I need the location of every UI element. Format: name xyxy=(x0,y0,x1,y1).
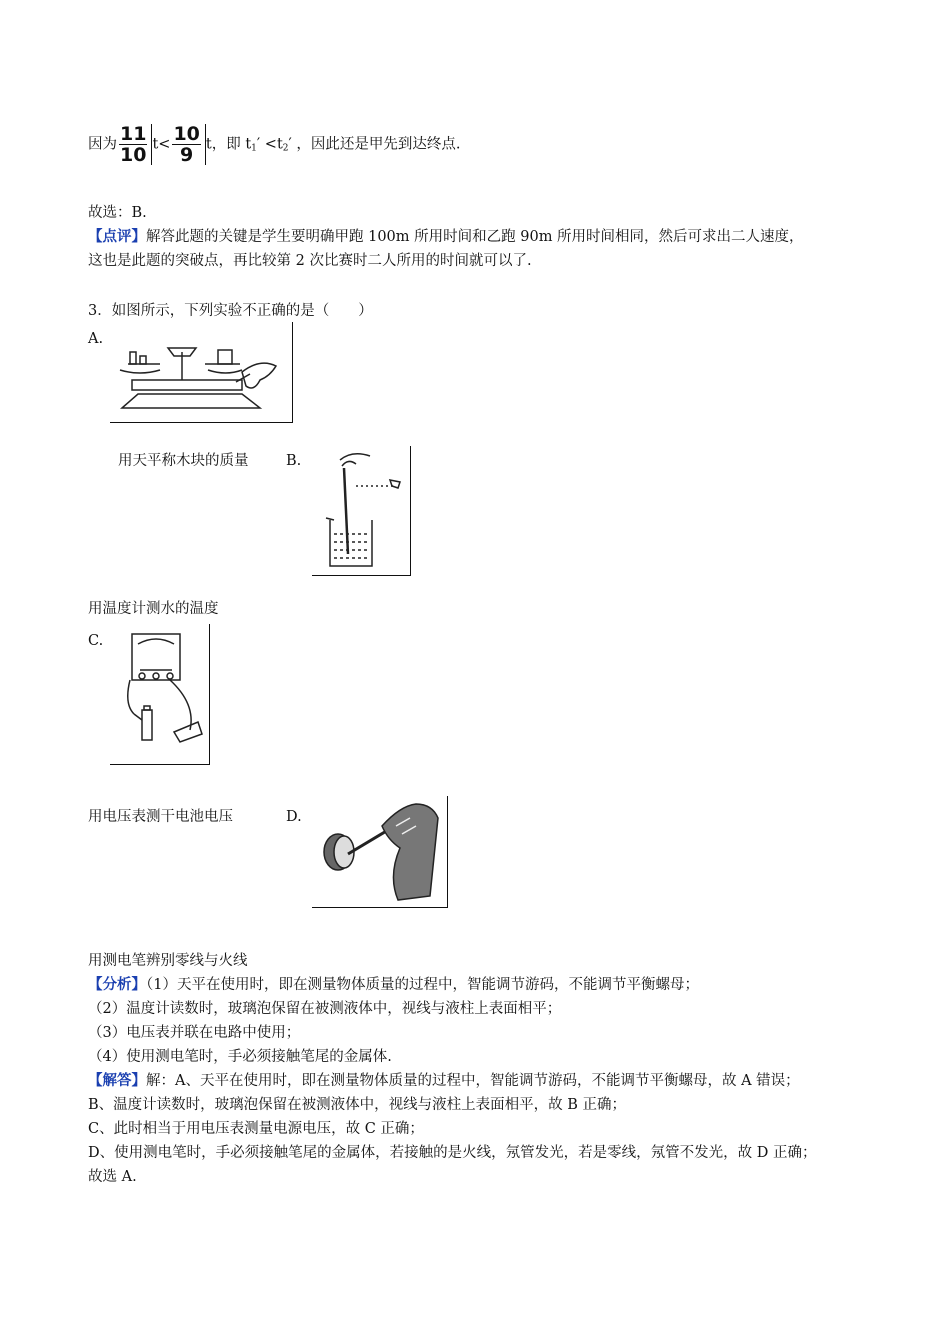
comment-line-2: 这也是此题的突破点，再比较第 2 次比赛时二人所用的时间就可以了. xyxy=(88,253,532,269)
analysis-line-4: （4）使用测电笔时，手必须接触笔尾的金属体. xyxy=(88,1049,392,1065)
option-a-label: A. xyxy=(88,331,104,347)
figure-test-pen xyxy=(312,796,448,908)
option-d-label: D. xyxy=(286,809,302,825)
answer-line-5: 故选 A. xyxy=(88,1169,137,1185)
answer-line-3: C、此时相当于用电压表测量电源电压，故 C 正确； xyxy=(88,1121,424,1137)
option-b-caption: 用温度计测水的温度 xyxy=(88,601,219,617)
answer-line-2: B、温度计读数时，玻璃泡保留在被测液体中，视线与液柱上表面相平，故 B 正确； xyxy=(88,1097,627,1113)
figure-balance xyxy=(110,322,293,423)
answer-line-1: 【解答】解：A、天平在使用时，即在测量物体质量的过程中，智能调节游码，不能调节平衡螺母，故 A 错误； xyxy=(88,1072,800,1089)
answer-tag: 【解答】 xyxy=(88,1072,146,1089)
answer-line-4: D、使用测电笔时，手必须接触笔尾的金属体，若接触的是火线，氖管发光，若是零线，氖管不发光，故 D 正确； xyxy=(88,1145,817,1161)
fraction-11-10: $\frac{11}{10}$ xyxy=(117,124,152,165)
fraction-10-9: $\frac{10}{9}$ xyxy=(170,124,205,165)
analysis-line-1: 【分析】（1）天平在使用时，即在测量物体质量的过程中，智能调节游码，不能调节平衡螺母； xyxy=(88,976,699,993)
comment-tag: 【点评】 xyxy=(88,228,146,245)
comment-line-1: 【点评】解答此题的关键是学生要明确甲跑 100m 所用时间和乙跑 90m 所用时间相同，然后可求出二人速度， xyxy=(88,228,804,245)
option-b-label: B. xyxy=(286,453,302,469)
analysis-tag: 【分析】 xyxy=(88,976,146,993)
analysis-line-2: （2）温度计读数时，玻璃泡保留在被测液体中，视线与液柱上表面相平； xyxy=(88,1001,562,1017)
option-d-caption: 用测电笔辨别零线与火线 xyxy=(88,953,248,969)
option-c-caption: 用电压表测干电池电压 xyxy=(88,809,233,825)
figure-thermometer xyxy=(312,446,411,576)
option-a-caption: 用天平称木块的质量 xyxy=(118,453,249,469)
analysis-line-3: （3）电压表并联在电路中使用； xyxy=(88,1025,301,1041)
reasoning-line: 因为 $\frac{11}{10}$ t< $\frac{10}{9}$ t，即 $t_1' <t_2'$ ，因此还是甲先到达终点. xyxy=(88,123,461,166)
option-c-label: C. xyxy=(88,633,104,649)
figure-voltmeter xyxy=(110,624,210,765)
choice-line: 故选：B. xyxy=(88,205,147,221)
question-stem: 3．如图所示，下列实验不正确的是（ ） xyxy=(88,303,373,319)
